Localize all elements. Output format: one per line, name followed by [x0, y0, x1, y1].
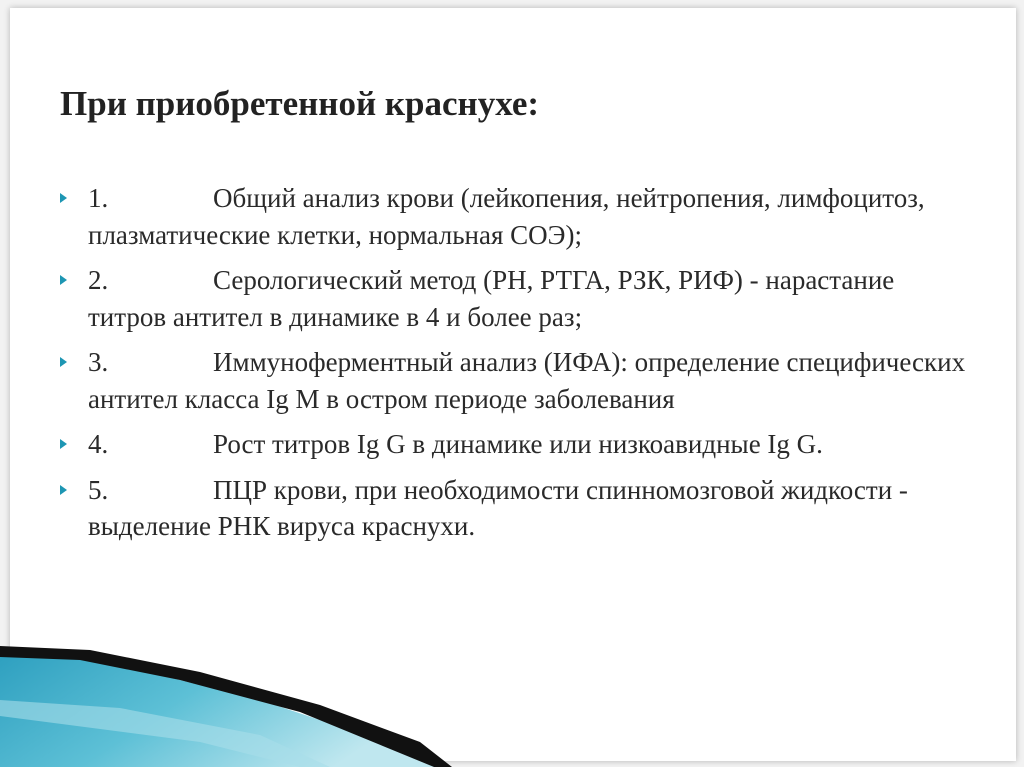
item-text: Общий анализ крови (лейкопения, нейтропения, лимфоцитоз, плазматические клетки, нормальная СОЭ); [88, 183, 925, 250]
item-number: 3. [88, 347, 109, 377]
item-text: ПЦР крови, при необходимости спинномозговой жидкости - выделение РНК вируса краснухи. [88, 474, 908, 541]
item-number: 4. [88, 429, 109, 459]
item-number: 5. [88, 474, 109, 505]
item-text: Серологический метод (РН, РТГА, РЗК, РИФ) - нарастание титров антител в динамике в 4 и более раз; [88, 265, 895, 332]
item-text: Рост титров Ig G в динамике или низкоавидные Ig G. [213, 429, 823, 459]
slide-title: При приобретенной краснухе: [60, 84, 540, 123]
item-number: 2. [88, 265, 109, 295]
item-text: Иммуноферментный анализ (ИФА): определение специфических антител класса Ig M в остром периоде заболевания [88, 347, 966, 414]
item-number: 1. [88, 183, 109, 213]
